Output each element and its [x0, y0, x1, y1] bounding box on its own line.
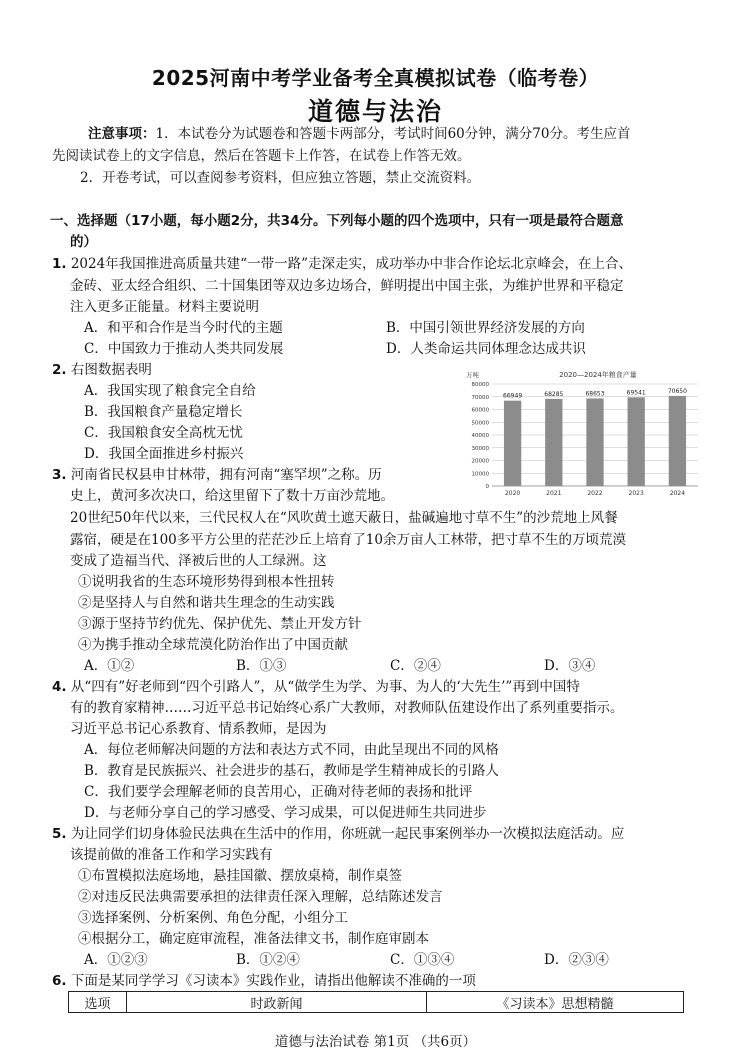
- chart-xtick-label: 2021: [546, 490, 562, 497]
- q5-statement-2: ②对违反民法典需要承担的法律责任深入理解，总结陈述发言: [78, 889, 443, 905]
- chart-xtick-label: 2022: [587, 490, 603, 497]
- q6-col-essence: 《习读本》思想精髓: [496, 996, 614, 1012]
- q1-line-2: 金砖、亚太经合组织、二十国集团等双边多边场合，鲜明提出中国主张，为维护世界和平稳定: [70, 278, 624, 294]
- subject-title: 道德与法治: [307, 97, 443, 126]
- chart-data-label: 66949: [503, 392, 523, 400]
- grain-output-chart: [462, 368, 702, 500]
- chart-svg: [462, 368, 702, 500]
- notice-line-3: 2．开卷考试，可以查阅参考资料，但应独立答题，禁止交流资料。: [80, 170, 481, 186]
- q6-table-header: [68, 991, 684, 1013]
- q5-statement-3: ③选择案例、分析案例、角色分配，小组分工: [78, 910, 348, 926]
- q3-statement-3: ③源于坚持节约优先、保护优先、禁止开发方针: [78, 616, 362, 632]
- q4-line-2: 有的教育家精神……习近平总书记始终心系广大教师，对教师队伍建设作出了系列重要指示。: [70, 700, 624, 716]
- notice-line-2: 先阅读试卷上的文字信息，然后在答题卡上作答，在试卷上作答无效。: [52, 148, 471, 164]
- chart-bars: [503, 388, 687, 497]
- chart-ytick-label: 20000: [471, 458, 489, 465]
- q1-number: 1.: [52, 256, 67, 272]
- q3-line-5: 变成了造福当代、泽被后世的人工绿洲。这: [70, 553, 327, 569]
- q5-line-2: 该提前做的准备工作和学习实践有: [70, 847, 273, 863]
- q4-option-b[interactable]: B．教育是民族振兴、社会进步的基石，教师是学生精神成长的引路人: [84, 763, 499, 779]
- q5-statement-4: ④根据分工，确定庭审流程，准备法律文书，制作庭审剧本: [78, 931, 429, 947]
- notice-line-1: [88, 124, 630, 144]
- chart-title: 2020—2024年粮食产量: [559, 371, 637, 379]
- q2-option-a[interactable]: A．我国实现了粮食完全自给: [84, 383, 256, 399]
- q1-option-d[interactable]: D．人类命运共同体理念达成共识: [386, 341, 586, 357]
- q5-option-c[interactable]: C．①③④: [390, 952, 455, 968]
- q3-line-4: 露宿，硬是在100多平方公里的茫茫沙丘上培育了10余万亩人工林带，把寸草不生的万顷荒漠: [70, 532, 626, 548]
- q1-option-a[interactable]: A．和平和合作是当今时代的主题: [84, 320, 283, 336]
- chart-bar-2023: [628, 397, 645, 486]
- q4-option-c[interactable]: C．我们要学会理解老师的良苦用心，正确对待老师的表扬和批评: [84, 784, 473, 800]
- q1-option-b[interactable]: B．中国引领世界经济发展的方向: [386, 320, 585, 336]
- chart-xtick-label: 2024: [669, 490, 686, 497]
- q6-col-option: 选项: [69, 992, 127, 1012]
- q6-number: 6.: [52, 973, 67, 989]
- chart-xtick-label: 2023: [628, 490, 644, 497]
- chart-ytick-label: 10000: [471, 471, 489, 478]
- q3-line-3: 20世纪50年代以来，三代民权人在“风吹黄土遮天蔽日，盐碱遍地寸草不生”的沙荒地上风餐: [70, 510, 618, 526]
- q5-option-a[interactable]: A．①②③: [84, 952, 148, 968]
- q3-number: 3.: [52, 467, 67, 483]
- q1-line-3: 注入更多正能量。材料主要说明: [70, 299, 259, 315]
- chart-ytick-label: 40000: [471, 433, 489, 439]
- q4-number: 4.: [52, 679, 67, 695]
- chart-ytick-label: 60000: [471, 407, 489, 414]
- q1-stem-1: 2024年我国推进高质量共建“一带一路”走深走实，成功举办中非合作论坛北京峰会，在上合、: [70, 256, 632, 272]
- chart-bar-2022: [586, 398, 603, 486]
- q4-line-1: [52, 677, 580, 697]
- q5-number: 5.: [52, 826, 67, 842]
- q4-option-d[interactable]: D．与老师分享自己的学习感受、学习成果，可以促进师生共同进步: [84, 805, 487, 821]
- q2-option-d[interactable]: D．我国全面推进乡村振兴: [84, 446, 244, 462]
- chart-bar-2020: [504, 401, 521, 486]
- section-heading-line-1: 一、选择题（17小题，每小题2分，共34分。下列每小题的四个选项中，只有一项是最符合题意: [50, 213, 624, 229]
- chart-ytick-label: 70000: [471, 394, 489, 401]
- q3-line-2: 史上，黄河多次决口，给这里留下了数十万亩沙荒地。: [70, 488, 394, 504]
- chart-data-label: 68285: [544, 390, 564, 398]
- q3-statement-1: ①说明我省的生态环境形势得到根本性扭转: [78, 574, 335, 590]
- q5-option-d[interactable]: D．②③④: [544, 952, 609, 968]
- q6-stem: 下面是某同学学习《习读本》实践作业，请指出他解读不准确的一项: [70, 973, 476, 989]
- q5-stem-1: 为让同学们切身体验民法典在生活中的作用，你班就一起民事案例举办一次模拟法庭活动。应: [70, 826, 625, 842]
- notice-label: 注意事项：: [88, 126, 156, 142]
- chart-ytick-label: 50000: [471, 420, 489, 427]
- q2-number: 2.: [52, 362, 67, 378]
- chart-data-label: 68653: [585, 390, 605, 398]
- q3-option-d[interactable]: D．③④: [544, 658, 596, 674]
- q3-line-1: [52, 465, 382, 485]
- q4-line-3: 习近平总书记心系教育、情系教师，是因为: [70, 721, 327, 737]
- q6-col-news: 时政新闻: [127, 992, 427, 1012]
- q6-line-1: [52, 971, 476, 991]
- q2-option-b[interactable]: B．我国粮食产量稳定增长: [84, 404, 243, 420]
- q5-statement-1: ①布置模拟法庭场地，悬挂国徽、摆放桌椅，制作桌签: [78, 868, 402, 884]
- chart-bar-2024: [669, 396, 686, 486]
- q2-line-1: [52, 360, 152, 380]
- q1-line-1: [52, 254, 632, 274]
- exam-title: 2025河南中考学业备考全真模拟试卷（临考卷）: [151, 66, 600, 90]
- q5-option-b[interactable]: B．①②④: [236, 952, 300, 968]
- chart-ytick-label: 0: [485, 484, 489, 490]
- chart-data-label: 69541: [626, 389, 646, 397]
- q3-option-c[interactable]: C．②④: [390, 658, 441, 674]
- q3-statement-2: ②是坚持人与自然和谐共生理念的生动实践: [78, 595, 335, 611]
- notice-text-1: 1．本试卷分为试题卷和答题卡两部分，考试时间60分钟，满分70分。考生应首: [155, 126, 631, 142]
- chart-bar-2021: [545, 399, 562, 486]
- chart-xtick-label: 2020: [504, 490, 521, 497]
- q2-stem: 右图数据表明: [70, 362, 152, 378]
- q4-stem-1: 从“四有”好老师到“四个引路人”，从“做学生为学、为事、为人的‘大先生’”再到中国特: [70, 679, 580, 695]
- chart-data-label: 70650: [667, 387, 687, 395]
- q2-option-c[interactable]: C．我国粮食安全高枕无忧: [84, 425, 243, 441]
- q1-option-c[interactable]: C．中国致力于推动人类共同发展: [84, 341, 284, 357]
- q3-option-b[interactable]: B．①③: [236, 658, 287, 674]
- q5-line-1: [52, 824, 624, 844]
- chart-ytick-label: 80000: [471, 382, 489, 388]
- q3-option-a[interactable]: A．①②: [84, 658, 135, 674]
- q4-option-a[interactable]: A．每位老师解决问题的方法和表达方式不同，由此呈现出不同的风格: [84, 742, 499, 758]
- page-footer: 道德与法治试卷 第1页 （共6页）: [274, 1034, 477, 1050]
- q3-statement-4: ④为携手推动全球荒漠化防治作出了中国贡献: [78, 637, 348, 653]
- chart-ytick-label: 30000: [471, 445, 489, 452]
- section-heading-line-2: 的）: [70, 234, 97, 250]
- q3-stem-1: 河南省民权县申甘林带，拥有河南“塞罕坝”之称。历: [70, 467, 382, 483]
- chart-ylabel: 万吨: [466, 371, 479, 379]
